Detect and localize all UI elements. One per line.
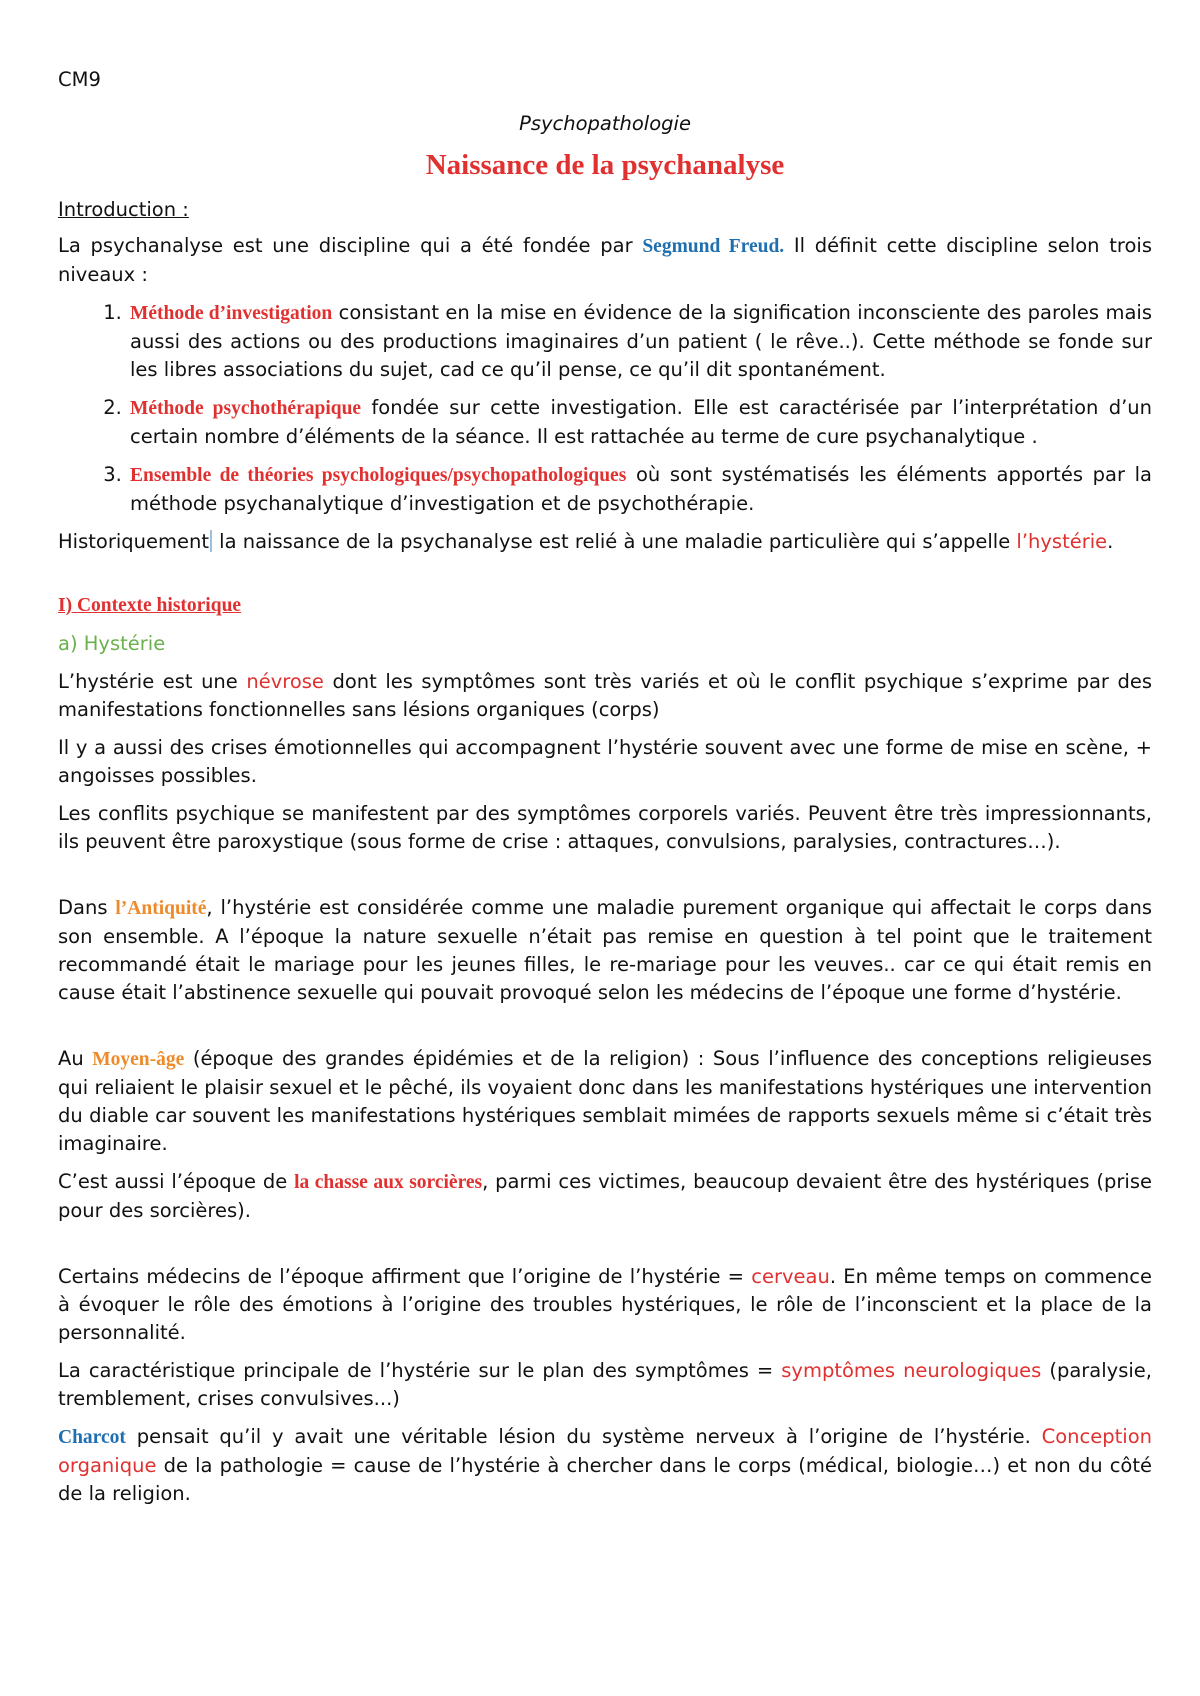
paragraph: La caractéristique principale de l’hystérie sur le plan des symptômes = symptômes neurologiques (paralysie, tremblement, crises convulsives...) [58, 1359, 1152, 1410]
paragraph: Il y a aussi des crises émotionnelles qui accompagnent l’hystérie souvent avec une forme de mise en scène, + angoisses possibles. [58, 736, 1152, 787]
text-cursor [210, 530, 212, 552]
paragraph: C’est aussi l’époque de la chasse aux sorcières, parmi ces victimes, beaucoup devaient être des hystériques (prise pour des sorcières). [58, 1170, 1152, 1222]
page-title: Naissance de la psychanalyse [425, 149, 785, 181]
hysteria-term: l’hystérie [1016, 530, 1108, 553]
highlight-term: névrose [246, 670, 324, 693]
charcot-name: Charcot [58, 1427, 126, 1448]
course-code: CM9 [58, 68, 101, 91]
paragraph: Certains médecins de l’époque affirment que l’origine de l’hystérie = cerveau. En même temps on commence à évoquer le rôle des émotions à l’origine des troubles hystériques, le rôle de l’inconscient et la place de la personnalité. [58, 1265, 1152, 1344]
antiquity-paragraph: Dans l’Antiquité, l’hystérie est considérée comme une maladie purement organique qui affectait le corps dans son ensemble. A l’époque la nature sexuelle n’était pas remise en question à tel point que le traitement recommandé était le mariage pour les jeunes filles, le re-mariage pour les veuves.. car ce qui était remis en cause était l’abstinence sexuelle qui pouvait provoqué selon les médecins de l’époque une forme d’hystérie. [58, 896, 1152, 1004]
list-item-term: Méthode psychothérapique [130, 398, 362, 419]
highlight-term: l’Antiquité [115, 898, 207, 919]
highlight-term: la chasse aux sorcières [294, 1172, 483, 1193]
list-item [128, 394, 1152, 451]
intro-heading: Introduction : [58, 198, 189, 221]
paragraph: L’hystérie est une névrose dont les symptômes sont très variés et où le conflit psychique s’exprime par des manifestations fonctionnelles sans lésions organiques (corps) [58, 670, 1152, 721]
highlight-term: cerveau [751, 1265, 830, 1288]
list-item-text: consistant en la mise en évidence de la signification inconsciente des paroles mais aussi des actions ou des productions imaginaires d’un patient ( le rêve..). Cette méthode se fonde sur les libres associations du sujet, cad ce qu’il pense, ce qu’il dit spontanément. [130, 301, 1152, 381]
freud-name: Segmund Freud. [642, 236, 785, 257]
list-item [128, 299, 1152, 384]
list-item-term: Méthode d’investigation [130, 303, 333, 324]
paragraph: Charcot pensait qu’il y avait une véritable lésion du système nerveux à l’origine de l’hystérie. Conception organique de la pathologie = cause de l’hystérie à chercher dans le corps (médical, biologie…) et non du côté de la religion. [58, 1425, 1152, 1505]
list-item-text: où sont systématisés les éléments apportés par la méthode psychanalytique d’investigation et de psychothérapie. [130, 463, 1152, 515]
intro-paragraph: La psychanalyse est une discipline qui a été fondée par Segmund Freud. Il définit cette discipline selon trois niveaux : [58, 234, 1152, 286]
section-heading: I) Contexte historique [58, 595, 242, 616]
list-item-term: Ensemble de théories psychologiques/psychopathologiques [130, 465, 627, 486]
paragraph: Les conflits psychique se manifestent par des symptômes corporels variés. Peuvent être très impressionnants, ils peuvent être paroxystique (sous forme de crise : attaques, convulsions, paralysies, contractures…). [58, 802, 1152, 853]
subsection-heading: a) Hystérie [58, 632, 166, 655]
list-item-text: fondée sur cette investigation. Elle est caractérisée par l’interprétation d’un certain nombre d’éléments de la séance. Il est rattachée au terme de cure psychanalytique . [130, 396, 1152, 448]
middle-ages-paragraph: Au Moyen-âge (époque des grandes épidémies et de la religion) : Sous l’influence des conceptions religieuses qui reliaient le plaisir sexuel et le pêché, ils voyaient donc dans les manifestations hystériques une intervention du diable car souvent les manifestations hystériques semblait mimées de rapports sexuels même si c’était très imaginaire. [58, 1047, 1152, 1155]
historical-paragraph: Historiquement la naissance de la psychanalyse est relié à une maladie particulière qui s’appelle l’hystérie. [58, 530, 1114, 553]
subject-subtitle: Psychopathologie [519, 112, 691, 135]
highlight-term: Moyen-âge [92, 1049, 185, 1070]
intro-levels-list [58, 299, 1152, 518]
highlight-term: symptômes neurologiques [781, 1359, 1042, 1382]
list-item [128, 461, 1152, 518]
highlight-term: Conception organique [58, 1425, 1152, 1477]
